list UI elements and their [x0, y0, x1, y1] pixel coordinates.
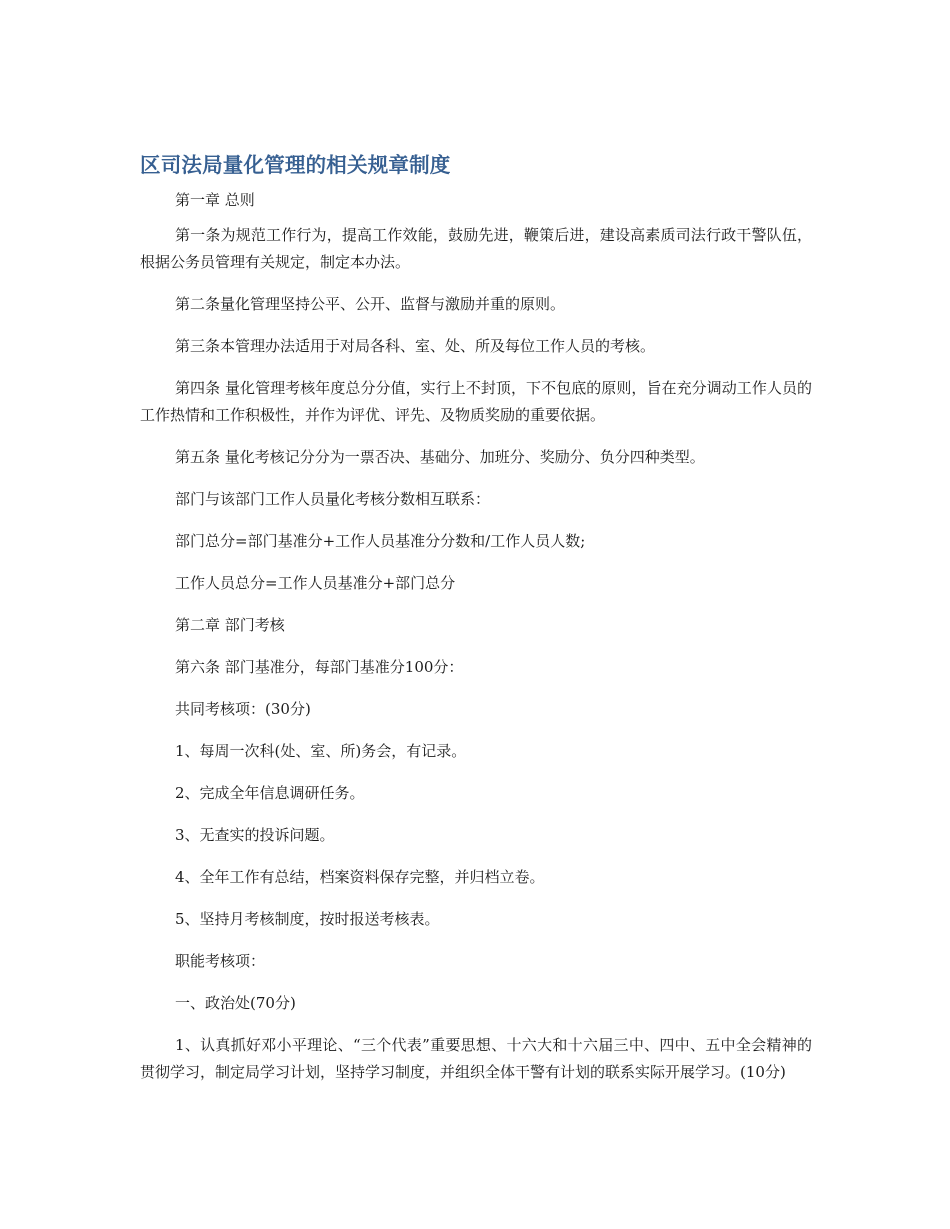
- document-title: 区司法局量化管理的相关规章制度: [140, 153, 451, 177]
- section-heading: 职能考核项：: [175, 952, 266, 970]
- article-paragraph: 第六条 部门基准分，每部门基准分100分：: [175, 658, 464, 676]
- list-item: 1、认真抓好邓小平理论、“三个代表”重要思想、十六大和十六届三中、四中、五中全会精神的贯彻学习，制定局学习计划，坚持学习制度，并组织全体干警有计划的联系实际开展学习。(10分): [140, 1036, 812, 1081]
- list-item: 4、全年工作有总结，档案资料保存完整，并归档立卷。: [175, 868, 545, 886]
- document-page: [140, 150, 812, 1101]
- formula-paragraph: 工作人员总分=工作人员基准分+部门总分: [175, 574, 456, 592]
- body-paragraph: 部门与该部门工作人员量化考核分数相互联系：: [175, 490, 491, 508]
- article-paragraph: 第四条 量化管理考核年度总分分值，实行上不封顶，下不包底的原则，旨在充分调动工作人员的工作热情和工作积极性，并作为评优、评先、及物质奖励的重要依据。: [140, 379, 812, 424]
- article-paragraph: 第一条为规范工作行为，提高工作效能，鼓励先进，鞭策后进，建设高素质司法行政干警队伍，根据公务员管理有关规定，制定本办法。: [140, 226, 812, 271]
- section-heading: 一、政治处(70分): [175, 994, 296, 1012]
- formula-paragraph: 部门总分=部门基准分+工作人员基准分分数和/工作人员人数;: [175, 532, 586, 550]
- list-item: 2、完成全年信息调研任务。: [175, 784, 365, 802]
- article-paragraph: 第五条 量化考核记分分为一票否决、基础分、加班分、奖励分、负分四种类型。: [175, 448, 705, 466]
- list-item: 1、每周一次科(处、室、所)务会，有记录。: [175, 742, 467, 760]
- list-item: 5、坚持月考核制度，按时报送考核表。: [175, 910, 440, 928]
- chapter-heading: 第二章 部门考核: [175, 616, 285, 634]
- article-paragraph: 第三条本管理办法适用于对局各科、室、处、所及每位工作人员的考核。: [175, 337, 656, 355]
- section-heading: 共同考核项：(30分): [175, 700, 311, 718]
- article-paragraph: 第二条量化管理坚持公平、公开、监督与激励并重的原则。: [175, 295, 566, 313]
- list-item: 3、无查实的投诉问题。: [175, 826, 335, 844]
- chapter-heading: 第一章 总则: [175, 191, 255, 209]
